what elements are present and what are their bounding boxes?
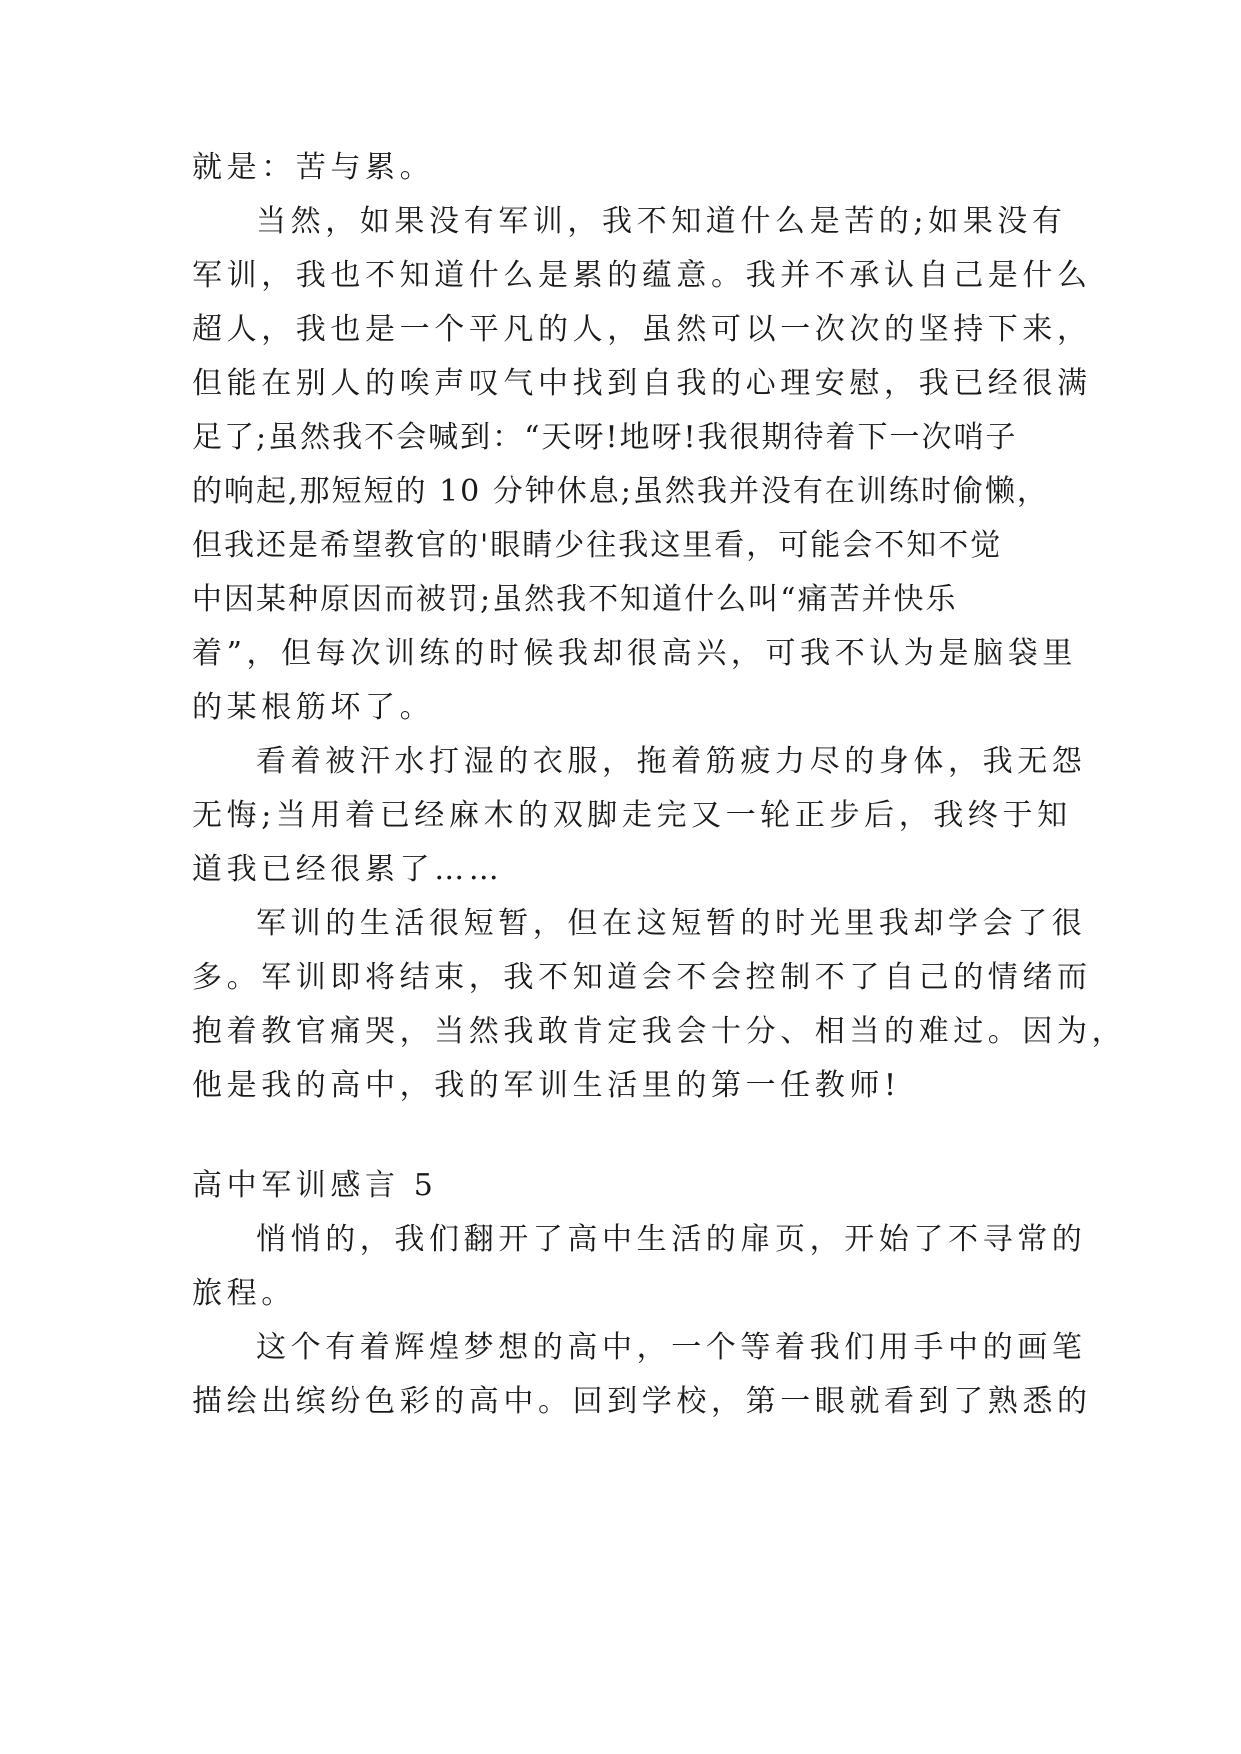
- text-line: 军训的生活很短暂，但在这短暂的时光里我却学会了很: [256, 906, 1087, 941]
- text-line: 足了;虽然我不会喊到：“天呀!地呀!我很期待着下一次哨子: [192, 420, 1018, 455]
- text-line: 描绘出缤纷色彩的高中。回到学校，第一眼就看到了熟悉的: [192, 1384, 1092, 1419]
- text-line: 这个有着辉煌梦想的高中，一个等着我们用手中的画笔: [256, 1330, 1087, 1365]
- text-line: 超人，我也是一个平凡的人，虽然可以一次次的坚持下来，: [192, 312, 1092, 347]
- text-line: 当然，如果没有军训，我不知道什么是苦的;如果没有: [256, 204, 1067, 239]
- text-line: 就是：苦与累。: [192, 150, 435, 185]
- text-line: 着”，但每次训练的时候我却很高兴，可我不认为是脑袋里: [192, 636, 1077, 671]
- text-line: 中因某种原因而被罚;虽然我不知道什么叫“痛苦并快乐: [192, 582, 958, 617]
- text-line: 道我已经很累了……: [192, 852, 504, 887]
- text-line: 悄悄的，我们翻开了高中生活的扉页，开始了不寻常的: [256, 1222, 1087, 1257]
- text-line: 无悔;当用着已经麻木的双脚走完又一轮正步后，我终于知: [192, 798, 1072, 833]
- text-line: 看着被汗水打湿的衣服，拖着筋疲力尽的身体，我无怨: [256, 744, 1087, 779]
- text-line: 的某根筋坏了。: [192, 690, 435, 725]
- text-line: 但我还是希望教官的'眼睛少往我这里看，可能会不知不觉: [192, 528, 1003, 563]
- text-line: 军训，我也不知道什么是累的蕴意。我并不承认自己是什么: [192, 258, 1092, 293]
- text-line: 抱着教官痛哭，当然我敢肯定我会十分、相当的难过。因为，: [192, 1014, 1127, 1049]
- text-line: 的响起,那短短的 10 分钟休息;虽然我并没有在训练时偷懒，: [192, 474, 1049, 509]
- text-line: 但能在别人的唉声叹气中找到自我的心理安慰，我已经很满: [192, 366, 1092, 401]
- text-line: 多。军训即将结束，我不知道会不会控制不了自己的情绪而: [192, 960, 1092, 995]
- text-line: 旅程。: [192, 1276, 296, 1311]
- section-title: 高中军训感言 5: [192, 1168, 438, 1203]
- text-line: 他是我的高中，我的军训生活里的第一任教师!: [192, 1068, 901, 1103]
